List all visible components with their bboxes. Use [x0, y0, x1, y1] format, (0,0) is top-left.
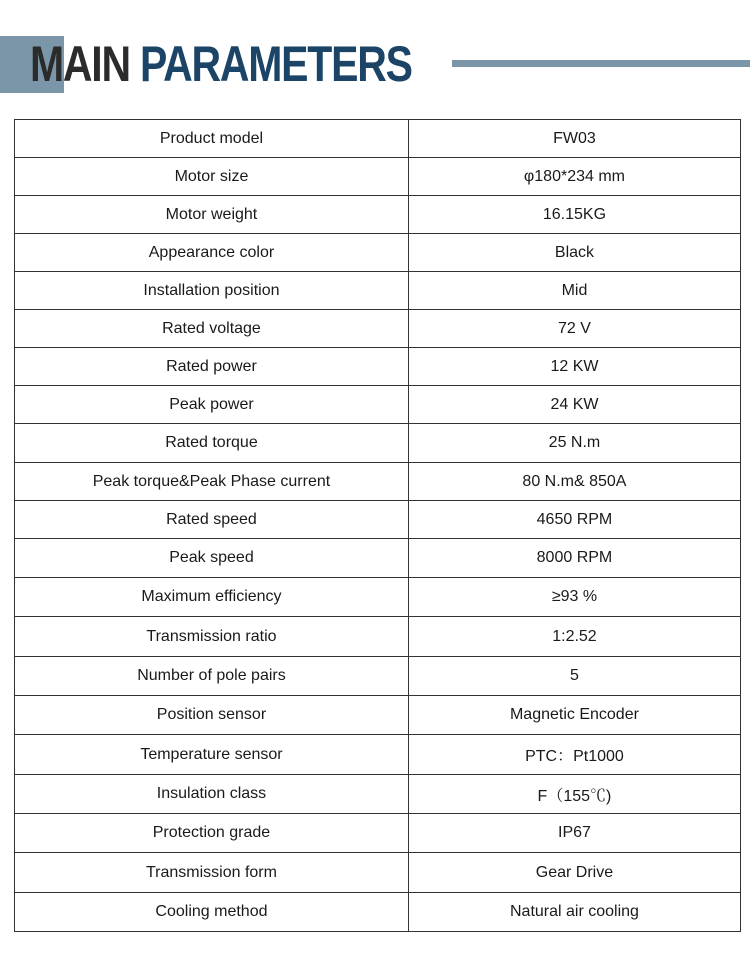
param-label: Protection grade [15, 814, 409, 853]
param-label: Motor weight [15, 196, 409, 234]
param-value: PTC：Pt1000 [408, 735, 740, 775]
table-row [15, 310, 741, 348]
param-label: Transmission ratio [15, 617, 409, 657]
param-label: Cooling method [15, 893, 409, 932]
param-label: Product model [15, 120, 409, 158]
param-label: Transmission form [15, 853, 409, 893]
param-value: Mid [408, 272, 740, 310]
param-value: 16.15KG [408, 196, 740, 234]
param-value: 1:2.52 [408, 617, 740, 657]
page-title [30, 34, 412, 94]
table-row [15, 272, 741, 310]
param-label: Peak power [15, 386, 409, 424]
table-row [15, 853, 741, 893]
param-value: 72 V [408, 310, 740, 348]
param-label: Number of pole pairs [15, 657, 409, 696]
param-value: Natural air cooling [408, 893, 740, 932]
table-row [15, 657, 741, 696]
table-row [15, 196, 741, 234]
param-label: Maximum efficiency [15, 578, 409, 617]
param-label: Appearance color [15, 234, 409, 272]
param-value: 5 [408, 657, 740, 696]
param-value: 24 KW [408, 386, 740, 424]
parameters-table [14, 119, 741, 932]
title-word-main: MAIN [30, 36, 130, 92]
param-value: 8000 RPM [408, 539, 740, 578]
table-row [15, 775, 741, 814]
param-value: Gear Drive [408, 853, 740, 893]
param-value: 4650 RPM [408, 501, 740, 539]
param-label: Peak speed [15, 539, 409, 578]
param-label: Motor size [15, 158, 409, 196]
param-label: Rated torque [15, 424, 409, 463]
param-value: F（155℃) [408, 775, 740, 814]
param-value: Black [408, 234, 740, 272]
param-label: Peak torque&Peak Phase current [15, 463, 409, 501]
param-label: Rated power [15, 348, 409, 386]
header-divider-line [452, 60, 750, 67]
param-label: Rated speed [15, 501, 409, 539]
table-row [15, 539, 741, 578]
param-label: Insulation class [15, 775, 409, 814]
param-value: φ180*234 mm [408, 158, 740, 196]
param-value: 25 N.m [408, 424, 740, 463]
table-row [15, 578, 741, 617]
table-row [15, 424, 741, 463]
table-row [15, 158, 741, 196]
param-label: Rated voltage [15, 310, 409, 348]
param-label: Position sensor [15, 696, 409, 735]
table-row [15, 814, 741, 853]
table-row [15, 120, 741, 158]
param-value: IP67 [408, 814, 740, 853]
param-value: ≥93 % [408, 578, 740, 617]
param-value: 80 N.m& 850A [408, 463, 740, 501]
table-row [15, 893, 741, 932]
param-value: 12 KW [408, 348, 740, 386]
table-row [15, 234, 741, 272]
table-row [15, 735, 741, 775]
param-label: Installation position [15, 272, 409, 310]
title-word-parameters: PARAMETERS [140, 36, 412, 92]
table-row [15, 348, 741, 386]
table-row [15, 501, 741, 539]
param-label: Temperature sensor [15, 735, 409, 775]
table-row [15, 386, 741, 424]
table-row [15, 463, 741, 501]
table-row [15, 617, 741, 657]
param-value: Magnetic Encoder [408, 696, 740, 735]
table-row [15, 696, 741, 735]
param-value: FW03 [408, 120, 740, 158]
